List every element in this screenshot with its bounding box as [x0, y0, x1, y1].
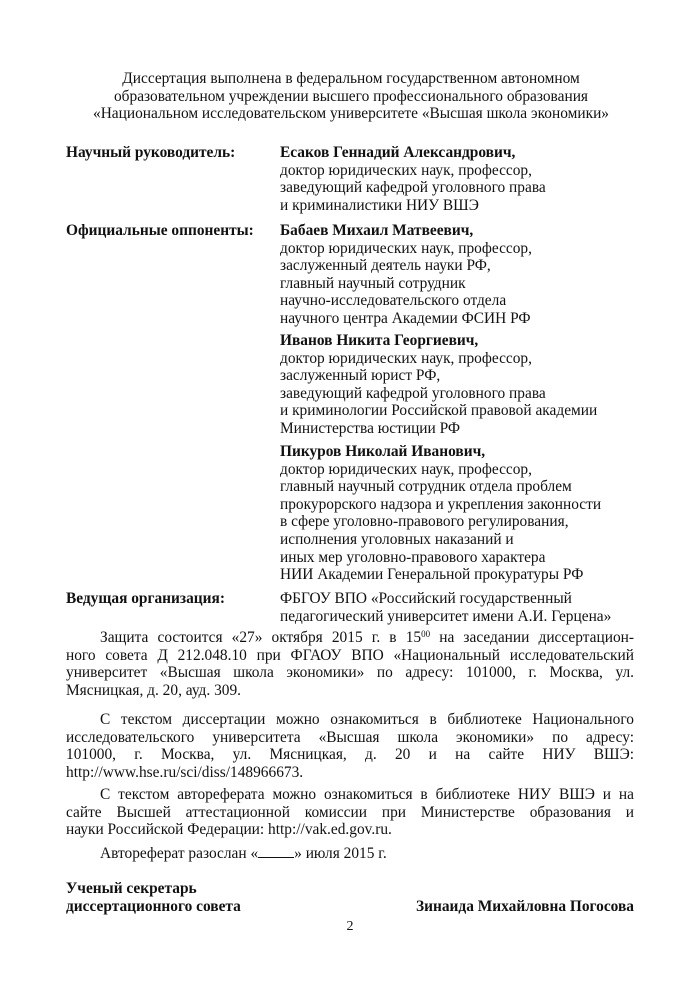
intro-line: Диссертация выполнена в федеральном государственном автономном [122, 70, 580, 87]
secretary-name: Зинаида Михайловна Погосова [416, 897, 634, 915]
defense-paragraph [66, 629, 634, 699]
abstract-line: науки Российской Федерации: http://vak.ed.gov.ru. [66, 821, 392, 839]
leading-org-block [280, 590, 640, 625]
supervisor-line: доктор юридических наук, профессор, [280, 161, 532, 179]
defense-line [66, 629, 634, 647]
opponent-name: Пикуров Николай Иванович, [280, 443, 486, 460]
sent-paragraph [66, 844, 634, 863]
opponent-line: и криминологии Российской правовой академии [280, 402, 598, 420]
supervisor-name: Есаков Геннадий Александрович, [280, 144, 516, 161]
leading-org-line: ФБГОУ ВПО «Российский государственный [280, 590, 572, 607]
library-link[interactable]: http://www.hse.ru/sci/diss/148966673. [66, 763, 304, 781]
abstract-line: С текстом автореферата можно ознакомиться в библиотеке НИУ ВШЭ и на [100, 786, 634, 803]
intro-line: «Национальном исследовательском университете «Высшая школа экономики» [93, 105, 609, 123]
opponent-name: Иванов Никита Георгиевич, [280, 332, 479, 349]
opponent-line: научного центра Академии ФСИН РФ [280, 309, 531, 327]
opponent-line: заведующий кафедрой уголовного права [280, 384, 546, 402]
library-paragraph [66, 711, 634, 781]
opponent-name: Бабаев Михаил Матвеевич, [280, 222, 474, 239]
opponent-line: главный научный сотрудник [280, 274, 466, 292]
library-line: исследовательского университета «Высшая школа экономики» по адресу: [66, 728, 634, 746]
opponent-block [280, 222, 640, 328]
opponent-line: иных мер уголовно-правового характера [280, 548, 546, 566]
opponent-block [280, 332, 640, 438]
library-line: 101000, г. Москва, ул. Мясницкая, д. 20 и на сайте НИУ ВШЭ: [66, 746, 634, 764]
opponent-line: НИИ Академии Генеральной прокуратуры РФ [280, 566, 584, 584]
opponent-line: главный научный сотрудник отдела проблем [280, 478, 572, 496]
opponent-line: заслуженный деятель науки РФ, [280, 257, 491, 275]
leading-org-label: Ведущая организация: [66, 590, 225, 607]
opponents-label: Официальные оппоненты: [66, 222, 254, 239]
opponent-line: доктор юридических наук, профессор, [280, 460, 532, 478]
defense-line: ного совета Д 212.048.10 при ФГАОУ ВПО «Национальный исследовательский [66, 646, 634, 664]
intro-paragraph [66, 70, 636, 123]
opponent-block [280, 443, 640, 584]
defense-line: университет «Высшая школа экономики» по адресу: 101000, г. Москва, ул. [66, 664, 634, 682]
defense-text: Защита состоится «27» октября 2015 г. в 15 [100, 629, 422, 646]
abstract-line: сайте Высшей аттестационной комиссии при Министерстве образования и [66, 803, 634, 821]
date-blank [258, 844, 294, 858]
sent-text: Автореферат разослан « [100, 845, 259, 862]
supervisor-line: и криминалистики НИУ ВШЭ [280, 196, 479, 214]
opponent-line: Министерства юстиции РФ [280, 419, 461, 437]
opponent-line: исполнения уголовных наказаний и [280, 530, 514, 548]
defense-text: на заседании диссертацион- [430, 629, 634, 646]
opponent-line: доктор юридических наук, профессор, [280, 239, 532, 257]
page-number: 2 [346, 919, 354, 934]
supervisor-line: заведующий кафедрой уголовного права [280, 179, 546, 197]
opponent-line: прокурорского надзора и укрепления законности [280, 495, 602, 513]
secretary-title [66, 880, 241, 915]
opponent-line: научно-исследовательского отдела [280, 292, 507, 310]
abstract-paragraph [66, 786, 634, 839]
sent-line [66, 844, 634, 863]
secretary-title-line: Ученый секретарь [66, 880, 197, 897]
leading-org-line: педагогический университет имени А.И. Герцена» [280, 607, 612, 625]
defense-time-superscript: 00 [421, 629, 431, 639]
intro-line: образовательном учреждении высшего профессионального образования [113, 87, 589, 105]
supervisor-block [280, 144, 640, 214]
opponent-line: заслуженный юрист РФ, [280, 367, 441, 385]
opponent-line: в сфере уголовно-правового регулирования, [280, 513, 569, 531]
secretary-title-line: диссертационного совета [66, 897, 241, 915]
sent-text: » июля 2015 г. [294, 845, 387, 862]
library-line: С текстом диссертации можно ознакомиться в библиотеке Национального [100, 711, 634, 728]
opponent-line: доктор юридических наук, профессор, [280, 349, 532, 367]
supervisor-label: Научный руководитель: [66, 144, 236, 161]
defense-line: Мясницкая, д. 20, ауд. 309. [66, 681, 241, 699]
